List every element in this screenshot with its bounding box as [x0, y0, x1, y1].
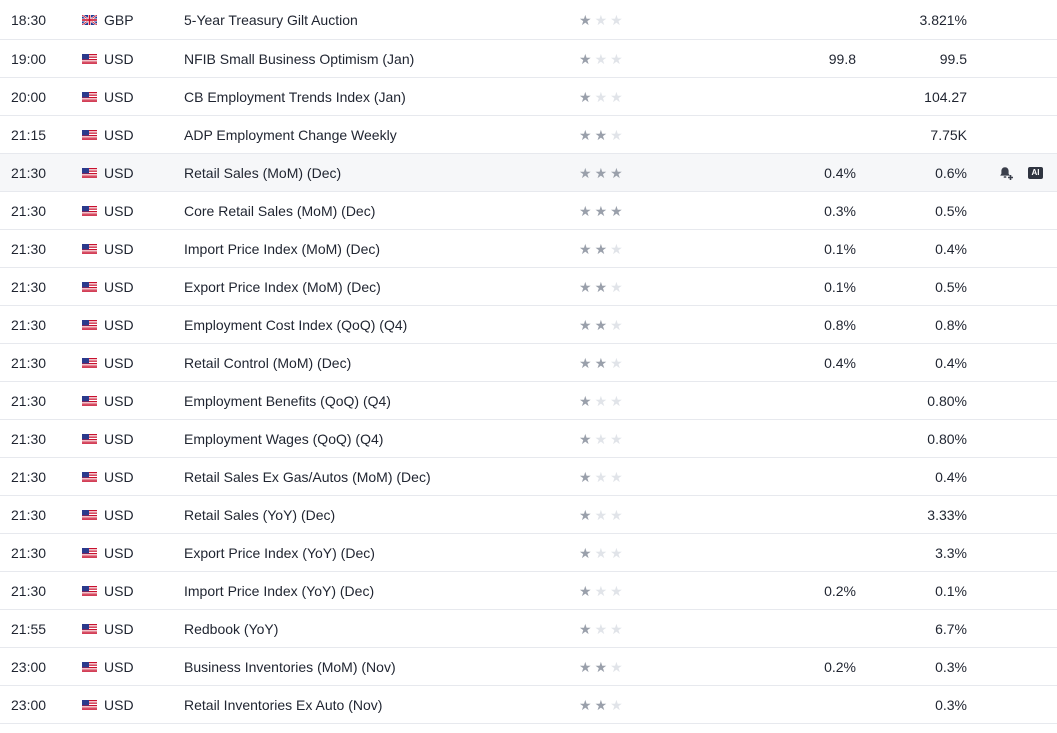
star-filled-icon: ★ — [579, 50, 592, 67]
currency-code: GBP — [104, 11, 134, 28]
event-name[interactable]: 5-Year Treasury Gilt Auction — [184, 11, 358, 28]
event-row[interactable] — [0, 78, 1057, 116]
star-filled-icon: ★ — [579, 696, 592, 713]
us-flag-icon — [82, 420, 97, 457]
currency-code: USD — [104, 392, 134, 409]
event-name[interactable]: CB Employment Trends Index (Jan) — [184, 88, 406, 105]
forecast-value: 0.2% — [824, 658, 856, 675]
importance-stars — [579, 268, 623, 305]
currency-code: USD — [104, 544, 134, 561]
star-empty-icon: ★ — [610, 50, 623, 67]
us-flag-icon — [82, 686, 97, 723]
previous-value: 0.8% — [935, 316, 967, 333]
event-time: 21:30 — [11, 582, 47, 599]
previous-value: 0.3% — [935, 658, 967, 675]
currency-code: USD — [104, 506, 134, 523]
star-filled-icon: ★ — [594, 354, 608, 371]
event-time: 21:30 — [11, 278, 47, 295]
star-filled-icon: ★ — [579, 126, 592, 143]
importance-stars — [579, 40, 623, 77]
star-empty-icon: ★ — [610, 354, 623, 371]
star-filled-icon: ★ — [579, 658, 592, 675]
us-flag-icon — [82, 230, 97, 267]
importance-stars — [579, 610, 623, 647]
us-flag-icon — [82, 40, 97, 77]
us-flag-icon — [82, 610, 97, 647]
star-empty-icon: ★ — [594, 430, 608, 447]
star-filled-icon: ★ — [579, 430, 592, 447]
event-row[interactable] — [0, 382, 1057, 420]
us-flag-icon — [82, 648, 97, 685]
event-name[interactable]: Export Price Index (MoM) (Dec) — [184, 278, 381, 295]
star-empty-icon: ★ — [610, 506, 623, 523]
importance-stars — [579, 648, 623, 685]
us-flag-icon — [82, 192, 97, 229]
forecast-value: 0.1% — [824, 278, 856, 295]
event-name[interactable]: Redbook (YoY) — [184, 620, 279, 637]
event-name[interactable]: Employment Wages (QoQ) (Q4) — [184, 430, 384, 447]
previous-value: 0.4% — [935, 468, 967, 485]
event-name[interactable]: Business Inventories (MoM) (Nov) — [184, 658, 396, 675]
currency-code: USD — [104, 202, 134, 219]
previous-value: 6.7% — [935, 620, 967, 637]
importance-stars — [579, 154, 623, 191]
forecast-value: 0.8% — [824, 316, 856, 333]
previous-value: 0.80% — [927, 392, 967, 409]
event-time: 21:30 — [11, 202, 47, 219]
importance-stars — [579, 306, 623, 343]
previous-value: 7.75K — [930, 126, 967, 143]
star-empty-icon: ★ — [610, 278, 623, 295]
event-row[interactable] — [0, 686, 1057, 724]
event-row[interactable] — [0, 0, 1057, 40]
star-empty-icon: ★ — [594, 468, 608, 485]
star-empty-icon: ★ — [610, 126, 623, 143]
event-name[interactable]: Retail Inventories Ex Auto (Nov) — [184, 696, 383, 713]
currency-code: USD — [104, 240, 134, 257]
event-row[interactable] — [0, 572, 1057, 610]
currency-code: USD — [104, 696, 134, 713]
currency-code: USD — [104, 278, 134, 295]
star-empty-icon: ★ — [610, 582, 623, 599]
star-empty-icon: ★ — [610, 696, 623, 713]
event-time: 21:30 — [11, 240, 47, 257]
previous-value: 0.5% — [935, 278, 967, 295]
currency-code: USD — [104, 164, 134, 181]
event-time: 21:30 — [11, 392, 47, 409]
previous-value: 0.6% — [935, 164, 967, 181]
add-alert-button[interactable] — [998, 154, 1014, 191]
importance-stars — [579, 686, 623, 723]
us-flag-icon — [82, 458, 97, 495]
currency-code: USD — [104, 354, 134, 371]
star-empty-icon: ★ — [594, 11, 608, 28]
star-filled-icon: ★ — [579, 354, 592, 371]
previous-value: 3.821% — [919, 11, 967, 28]
forecast-value: 0.2% — [824, 582, 856, 599]
star-filled-icon: ★ — [594, 126, 608, 143]
star-empty-icon: ★ — [610, 392, 623, 409]
us-flag-icon — [82, 572, 97, 609]
importance-stars — [579, 572, 623, 609]
previous-value: 0.3% — [935, 696, 967, 713]
currency-code: USD — [104, 468, 134, 485]
event-row[interactable] — [0, 420, 1057, 458]
star-empty-icon: ★ — [594, 620, 608, 637]
event-row[interactable] — [0, 268, 1057, 306]
star-filled-icon: ★ — [579, 278, 592, 295]
previous-value: 3.33% — [927, 506, 967, 523]
star-empty-icon: ★ — [610, 240, 623, 257]
event-name[interactable]: Import Price Index (MoM) (Dec) — [184, 240, 381, 257]
importance-stars — [579, 458, 623, 495]
star-filled-icon: ★ — [594, 316, 608, 333]
event-time: 21:15 — [11, 126, 47, 143]
forecast-value: 0.4% — [824, 354, 856, 371]
event-name[interactable]: Retail Sales (YoY) (Dec) — [184, 506, 336, 523]
currency-code: USD — [104, 88, 134, 105]
event-row[interactable] — [0, 496, 1057, 534]
event-row[interactable] — [0, 610, 1057, 648]
currency-code: USD — [104, 582, 134, 599]
event-time: 23:00 — [11, 696, 47, 713]
event-row[interactable] — [0, 192, 1057, 230]
currency-code: USD — [104, 430, 134, 447]
previous-value: 0.80% — [927, 430, 967, 447]
event-name[interactable]: ADP Employment Change Weekly — [184, 126, 397, 143]
star-empty-icon: ★ — [610, 430, 623, 447]
previous-value: 104.27 — [924, 88, 967, 105]
star-filled-icon: ★ — [610, 164, 623, 181]
us-flag-icon — [82, 306, 97, 343]
us-flag-icon — [82, 382, 97, 419]
star-empty-icon: ★ — [610, 11, 623, 28]
star-empty-icon: ★ — [594, 582, 608, 599]
previous-value: 99.5 — [939, 50, 967, 67]
star-filled-icon: ★ — [579, 316, 592, 333]
event-row[interactable] — [0, 116, 1057, 154]
star-filled-icon: ★ — [594, 658, 608, 675]
event-name[interactable]: Retail Sales Ex Gas/Autos (MoM) (Dec) — [184, 468, 431, 485]
star-empty-icon: ★ — [594, 88, 608, 105]
star-filled-icon: ★ — [594, 696, 608, 713]
star-empty-icon: ★ — [594, 392, 608, 409]
forecast-value: 99.8 — [828, 50, 856, 67]
star-filled-icon: ★ — [579, 544, 592, 561]
us-flag-icon — [82, 78, 97, 115]
star-empty-icon: ★ — [610, 658, 623, 675]
currency-code: USD — [104, 620, 134, 637]
event-row[interactable] — [0, 230, 1057, 268]
star-empty-icon: ★ — [610, 316, 623, 333]
importance-stars — [579, 0, 623, 39]
us-flag-icon — [82, 344, 97, 381]
star-filled-icon: ★ — [579, 468, 592, 485]
currency-code: USD — [104, 658, 134, 675]
event-time: 21:30 — [11, 468, 47, 485]
forecast-value: 0.1% — [824, 240, 856, 257]
event-row[interactable] — [0, 306, 1057, 344]
star-filled-icon: ★ — [579, 88, 592, 105]
event-time: 21:55 — [11, 620, 47, 637]
currency-code: USD — [104, 126, 134, 143]
event-row[interactable] — [0, 154, 1057, 192]
event-name[interactable]: NFIB Small Business Optimism (Jan) — [184, 50, 415, 67]
star-filled-icon: ★ — [579, 202, 592, 219]
event-time: 21:30 — [11, 164, 47, 181]
us-flag-icon — [82, 116, 97, 153]
star-empty-icon: ★ — [610, 544, 623, 561]
event-time: 21:30 — [11, 354, 47, 371]
previous-value: 3.3% — [935, 544, 967, 561]
event-name[interactable]: Import Price Index (YoY) (Dec) — [184, 582, 375, 599]
event-time: 21:30 — [11, 544, 47, 561]
us-flag-icon — [82, 154, 97, 191]
forecast-value: 0.4% — [824, 164, 856, 181]
previous-value: 0.4% — [935, 354, 967, 371]
star-filled-icon: ★ — [610, 202, 623, 219]
event-row[interactable] — [0, 648, 1057, 686]
importance-stars — [579, 192, 623, 229]
star-filled-icon: ★ — [579, 240, 592, 257]
star-filled-icon: ★ — [594, 202, 608, 219]
importance-stars — [579, 78, 623, 115]
currency-code: USD — [104, 50, 134, 67]
forecast-value: 0.3% — [824, 202, 856, 219]
star-filled-icon: ★ — [594, 278, 608, 295]
star-empty-icon: ★ — [610, 88, 623, 105]
star-filled-icon: ★ — [579, 11, 592, 28]
star-empty-icon: ★ — [594, 544, 608, 561]
us-flag-icon — [82, 268, 97, 305]
event-row[interactable] — [0, 458, 1057, 496]
previous-value: 0.5% — [935, 202, 967, 219]
importance-stars — [579, 116, 623, 153]
ai-icon: AI — [1028, 167, 1043, 179]
event-time: 23:00 — [11, 658, 47, 675]
event-name[interactable]: Retail Control (MoM) (Dec) — [184, 354, 352, 371]
event-row[interactable] — [0, 344, 1057, 382]
star-filled-icon: ★ — [594, 240, 608, 257]
star-filled-icon: ★ — [579, 164, 592, 181]
bell-plus-icon — [998, 165, 1014, 181]
star-empty-icon: ★ — [594, 506, 608, 523]
star-empty-icon: ★ — [610, 620, 623, 637]
us-flag-icon — [82, 534, 97, 571]
event-row[interactable] — [0, 534, 1057, 572]
importance-stars — [579, 534, 623, 571]
event-name[interactable]: Core Retail Sales (MoM) (Dec) — [184, 202, 376, 219]
event-name[interactable]: Employment Cost Index (QoQ) (Q4) — [184, 316, 408, 333]
importance-stars — [579, 496, 623, 533]
importance-stars — [579, 420, 623, 457]
us-flag-icon — [82, 496, 97, 533]
importance-stars — [579, 382, 623, 419]
star-empty-icon: ★ — [594, 50, 608, 67]
event-name[interactable]: Export Price Index (YoY) (Dec) — [184, 544, 375, 561]
event-time: 21:30 — [11, 316, 47, 333]
importance-stars — [579, 344, 623, 381]
star-filled-icon: ★ — [579, 506, 592, 523]
currency-code: USD — [104, 316, 134, 333]
previous-value: 0.4% — [935, 240, 967, 257]
event-name[interactable]: Employment Benefits (QoQ) (Q4) — [184, 392, 391, 409]
star-filled-icon: ★ — [579, 392, 592, 409]
event-time: 21:30 — [11, 430, 47, 447]
star-empty-icon: ★ — [610, 468, 623, 485]
event-time: 19:00 — [11, 50, 47, 67]
event-time: 20:00 — [11, 88, 47, 105]
star-filled-icon: ★ — [594, 164, 608, 181]
previous-value: 0.1% — [935, 582, 967, 599]
event-name[interactable]: Retail Sales (MoM) (Dec) — [184, 164, 342, 181]
importance-stars — [579, 230, 623, 267]
event-time: 21:30 — [11, 506, 47, 523]
event-row[interactable] — [0, 40, 1057, 78]
ai-button[interactable] — [1028, 154, 1043, 191]
star-filled-icon: ★ — [579, 582, 592, 599]
uk-flag-icon — [82, 0, 97, 39]
star-filled-icon: ★ — [579, 620, 592, 637]
event-time: 18:30 — [11, 11, 47, 28]
